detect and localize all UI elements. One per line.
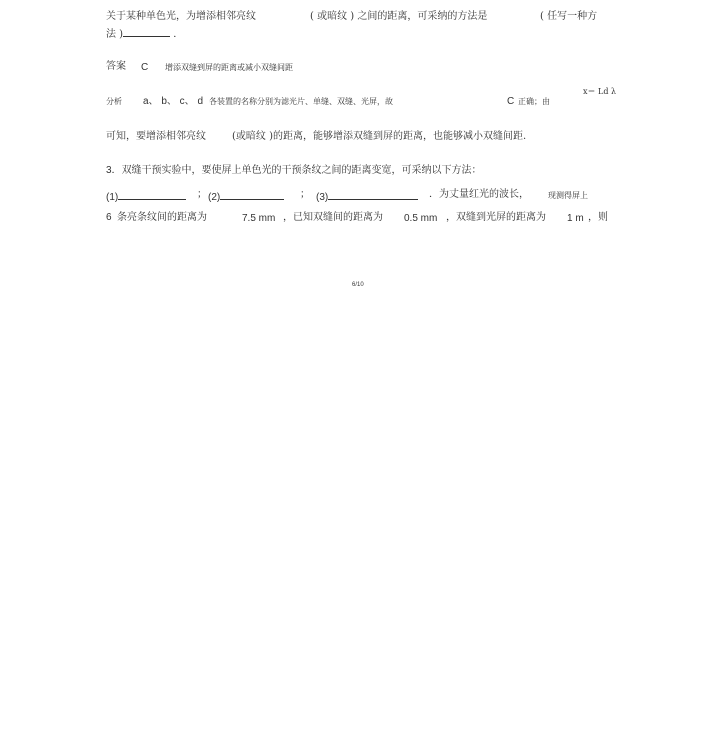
q3-line3-b: 条亮条纹间的距离为	[117, 212, 207, 223]
answer-text: 增添双缝到屏的距离或减小双缝间距	[165, 63, 293, 72]
q2-line1-a: 关于某种单色光，为增添相邻亮纹	[106, 11, 256, 22]
q3-blank2-line	[220, 189, 284, 200]
q3-text-after: ．为丈量红光的波长，	[429, 189, 529, 200]
q3-line3-d: ，双缝到光屏的距离为	[446, 212, 546, 223]
page-number: 6/10	[352, 282, 364, 288]
q3-line1	[106, 165, 482, 177]
q2-line2-end: ．	[173, 29, 184, 40]
q3-blank3-line	[328, 189, 418, 200]
analysis-choice: C	[507, 96, 515, 107]
analysis-text2: 正确；由	[518, 97, 550, 106]
analysis-items: a、 b、 c、 d	[143, 96, 204, 107]
q3-blank1	[106, 189, 186, 204]
q3-line3-c: ，已知双缝间的距离为	[283, 212, 383, 223]
q3-line3-a: 6	[106, 212, 112, 223]
analysis-label: 分析	[106, 97, 122, 106]
q3-text-after2: 现测得屏上	[548, 191, 588, 200]
q3-val1: 7.5 mm	[242, 213, 276, 224]
q3-blank2	[208, 189, 284, 204]
q2-line1-c: ( 任写一种方	[540, 11, 598, 22]
q3-line3-e: ，则	[588, 212, 608, 223]
q3-sep1: ；	[197, 189, 207, 200]
q3-val3: 1 m	[567, 213, 584, 224]
q2-line2-a: 法 )	[106, 29, 124, 40]
conclusion-text-a: 可知，要增添相邻亮纹	[106, 131, 206, 142]
q3-val2: 0.5 mm	[404, 213, 438, 224]
q2-line1-b: ( 或暗纹 ) 之间的距离，可采纳的方法是	[310, 11, 488, 22]
analysis-formula: x＝ Ld λ	[583, 87, 617, 96]
conclusion-text-b: (或暗纹 )的距离，能够增添双缝到屏的距离，也能够减小双缝间距.	[232, 131, 527, 142]
analysis-text1: 各装置的名称分别为滤光片、单缝、双缝、光屏，故	[209, 97, 393, 106]
q3-blank1-label: (1)	[106, 192, 119, 203]
q3-blank3-label: (3)	[316, 192, 329, 203]
q3-blank3	[316, 189, 418, 204]
q3-blank2-label: (2)	[208, 192, 221, 203]
q3-text: 双缝干预实验中，要使屏上单色光的干预条纹之间的距离变宽，可采纳以下方法：	[121, 165, 482, 176]
q2-answer-blank	[123, 26, 170, 37]
q3-blank1-line	[118, 189, 186, 200]
answer-choice: C	[141, 62, 149, 73]
q3-number: 3．	[106, 165, 122, 176]
answer-label: 答案	[106, 61, 126, 72]
q3-sep2: ；	[300, 189, 310, 200]
q2-line2	[106, 26, 183, 41]
